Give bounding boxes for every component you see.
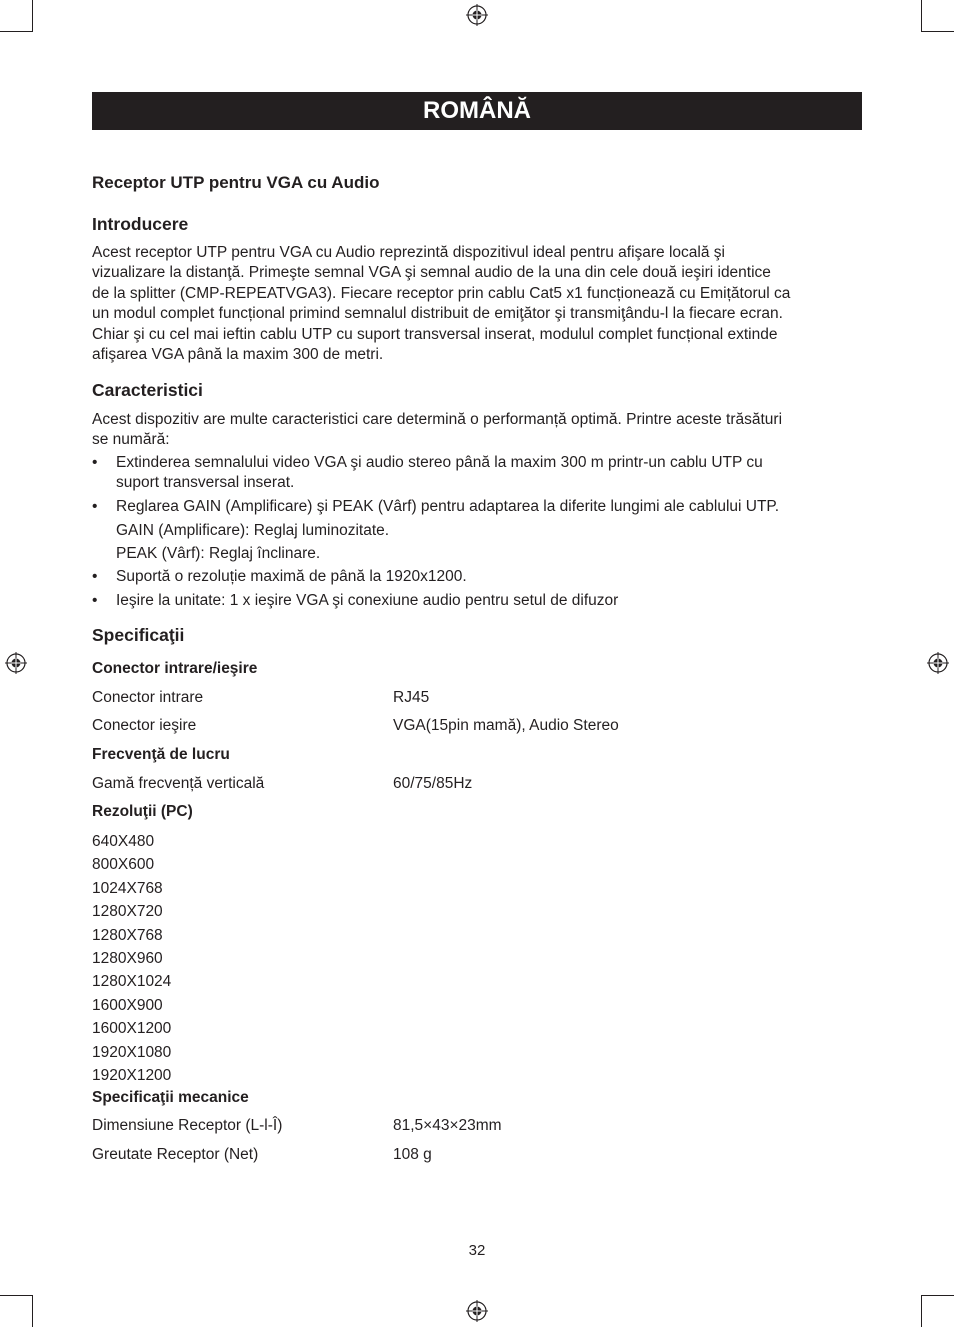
bullet-marker: •: [92, 568, 98, 585]
section-heading-specs: Specificaţii: [92, 625, 185, 645]
crop-mark: [922, 1295, 954, 1296]
crop-mark: [921, 0, 922, 32]
resolution-item: 1600X900: [92, 996, 163, 1014]
registration-mark-icon: [466, 1300, 488, 1322]
spec-value: 81,5×43×23mm: [393, 1117, 502, 1134]
bullet-line: suport transversal inserat.: [116, 474, 295, 492]
spec-label: Gamă frecvență verticală: [92, 775, 265, 792]
spec-label: Conector intrare: [92, 689, 204, 706]
registration-mark-icon: [5, 652, 27, 674]
paragraph-line: un modul complet funcțional primind semnalul distribuit de emiţător şi transmiţându-l la fiecare ecran.: [92, 305, 783, 323]
feature-bullet-item: [92, 591, 862, 611]
language-title: ROMÂNĂ: [423, 97, 531, 124]
spec-group-heading: Rezoluţii (PC): [92, 803, 193, 820]
section-heading-features: Caracteristici: [92, 380, 203, 400]
crop-mark: [32, 0, 33, 32]
registration-mark-icon: [927, 652, 949, 674]
crop-mark: [32, 1295, 33, 1327]
paragraph-line: Acest dispozitiv are multe caracteristici care determină o performanță optimă. Printre aceste trăsături: [92, 411, 783, 428]
resolution-item: 640X480: [92, 833, 155, 850]
registration-mark-icon: [466, 4, 488, 26]
bullet-marker: •: [92, 592, 98, 609]
paragraph-line: se numără:: [92, 431, 170, 449]
feature-sub-line: GAIN (Amplificare): Reglaj luminozitate.: [116, 522, 390, 539]
paragraph-line: Acest receptor UTP pentru VGA cu Audio reprezintă dispozitivul ideal pentru afişare locală şi: [92, 244, 725, 261]
bullet-marker: •: [92, 498, 98, 515]
resolution-item: 1280X960: [92, 950, 163, 968]
resolution-item: 1280X768: [92, 926, 163, 944]
resolution-item: 1280X720: [92, 903, 163, 921]
feature-sub-line: PEAK (Vârf): Reglaj înclinare.: [116, 545, 321, 562]
spec-group-heading: Specificaţii mecanice: [92, 1089, 249, 1106]
paragraph-line: Chiar şi cu cel mai ieftin cablu UTP cu suport transversal inserat, modulul complet funcțional extinde: [92, 325, 778, 343]
bullet-marker: •: [92, 454, 98, 471]
bullet-line: Reglarea GAIN (Amplificare) şi PEAK (Vârf) pentru adaptarea la diferite lungimi ale cablului UTP.: [116, 498, 780, 515]
feature-bullet-item: [92, 567, 862, 587]
bullet-line: Ieşire la unitate: 1 x ieşire VGA şi conexiune audio pentru setul de difuzor: [116, 592, 619, 609]
spec-value: VGA(15pin mamă), Audio Stereo: [393, 717, 619, 734]
feature-bullet-item: [92, 453, 862, 494]
resolution-item: 1920X1080: [92, 1043, 172, 1061]
spec-label: Greutate Receptor (Net): [92, 1146, 259, 1163]
spec-value: 108 g: [393, 1146, 432, 1163]
paragraph-line: de la splitter (CMP-REPEATVGA3). Fiecare receptor prin cablu Cat5 x1 funcționează cu Emițătorul ca: [92, 284, 791, 302]
spec-label: Dimensiune Receptor (L-l-Î): [92, 1117, 283, 1134]
spec-value: 60/75/85Hz: [393, 775, 473, 792]
crop-mark: [0, 31, 32, 32]
feature-bullet-item: [92, 497, 862, 517]
paragraph-line: afişarea VGA până la maxim 300 de metri.: [92, 346, 384, 364]
spec-label: Conector ieşire: [92, 717, 197, 734]
resolution-item: 1600X1200: [92, 1020, 172, 1038]
language-banner: [92, 92, 862, 130]
spec-value: RJ45: [393, 689, 430, 706]
resolution-item: 1280X1024: [92, 973, 172, 991]
resolution-item: 1024X768: [92, 879, 163, 897]
bullet-line: Suportă o rezoluție maximă de până la 1920x1200.: [116, 568, 467, 585]
crop-mark: [922, 31, 954, 32]
paragraph-line: vizualizare la distanţă. Primeşte semnal VGA şi semnal audio de la una din cele două ieşiri identice: [92, 264, 771, 282]
section-heading-intro: Introducere: [92, 214, 189, 234]
resolution-list: [92, 830, 171, 1087]
bullet-line: Extinderea semnalului video VGA şi audio stereo până la maxim 300 m printr-un cablu UTP cu: [116, 454, 763, 471]
resolution-item: 1920X1200: [92, 1067, 172, 1085]
spec-group-heading: Conector intrare/ieşire: [92, 660, 258, 677]
document-title: Receptor UTP pentru VGA cu Audio: [92, 173, 380, 192]
page-number: 32: [468, 1242, 486, 1259]
intro-paragraph: [92, 243, 862, 365]
spec-group-heading: Frecvenţă de lucru: [92, 746, 230, 763]
features-paragraph: [92, 410, 862, 451]
resolution-item: 800X600: [92, 856, 155, 874]
crop-mark: [0, 1295, 32, 1296]
crop-mark: [921, 1295, 922, 1327]
